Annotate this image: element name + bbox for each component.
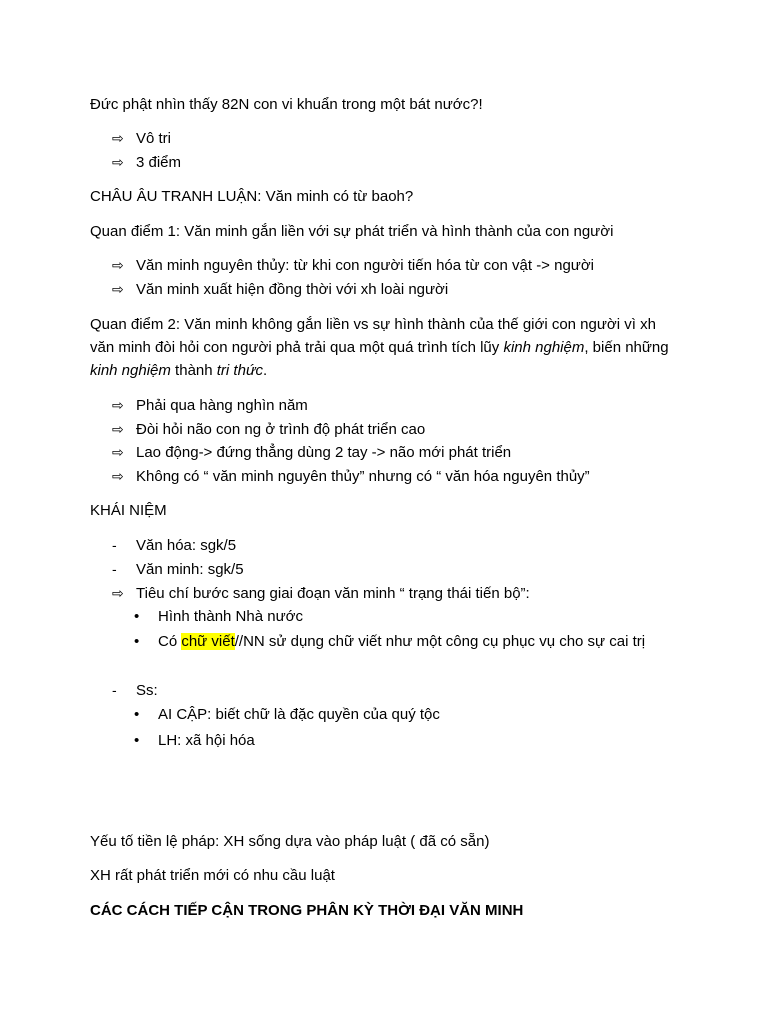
sub-list-item: • Có chữ viết//NN sử dụng chữ viết như một công cụ phục vụ cho sự cai trị	[134, 630, 674, 653]
list-item: ⇨ Lao động-> đứng thẳng dùng 2 tay -> não mới phát triển	[112, 441, 672, 464]
section-heading: CÁC CÁCH TIẾP CẬN TRONG PHÂN KỲ THỜI ĐẠI VĂN MINH	[90, 902, 524, 919]
arrow-icon: ⇨	[112, 444, 124, 460]
list-item: - Văn hóa: sgk/5	[112, 534, 672, 557]
sub-list-item: • AI CẬP: biết chữ là đặc quyền của quý tộc	[134, 703, 674, 726]
paragraph-buddha: Đức phật nhìn thấy 82N con vi khuẩn trong một bát nước?!	[90, 96, 483, 113]
paragraph-europe-debate: CHÂU ÂU TRANH LUẬN: Văn minh có từ baoh?	[90, 188, 414, 205]
dash-marker: -	[112, 537, 117, 553]
bullet-dot: •	[134, 732, 140, 749]
dash-marker: -	[112, 561, 117, 577]
highlighted-text: chữ viết	[181, 633, 235, 650]
list-item: ⇨ Văn minh nguyên thủy: từ khi con người tiến hóa từ con vật -> người	[112, 254, 672, 277]
dash-marker: -	[112, 682, 117, 698]
list-item: ⇨ Tiêu chí bước sang giai đoạn văn minh “ trạng thái tiến bộ”:	[112, 582, 672, 605]
paragraph-viewpoint-2: Quan điểm 2: Văn minh không gắn liền vs sự hình thành của thế giới con người vì xh văn minh đòi hỏi con người phả trải qua một quá trình tích lũy kinh nghiệm, biến những kinh nghiệm thành tri thức.	[90, 316, 669, 379]
arrow-icon: ⇨	[112, 257, 124, 273]
heading-concepts: KHÁI NIỆM	[90, 502, 167, 519]
bullet-dot: •	[134, 608, 140, 625]
arrow-icon: ⇨	[112, 281, 124, 297]
list-item: ⇨ Phải qua hàng nghìn năm	[112, 394, 672, 417]
paragraph-precedent-law: Yếu tố tiền lệ pháp: XH sống dựa vào pháp luật ( đã có sẵn)	[90, 833, 490, 850]
list-item: ⇨ 3 điểm	[112, 151, 672, 174]
bullet-dot: •	[134, 706, 140, 723]
arrow-icon: ⇨	[112, 154, 124, 170]
list-item: ⇨ Đòi hỏi não con ng ở trình độ phát triển cao	[112, 418, 672, 441]
list-item: ⇨ Văn minh xuất hiện đồng thời với xh loài người	[112, 278, 672, 301]
arrow-icon: ⇨	[112, 421, 124, 437]
paragraph-viewpoint-1: Quan điểm 1: Văn minh gắn liền với sự phát triển và hình thành của con người	[90, 223, 614, 240]
sub-list-item: • LH: xã hội hóa	[134, 729, 674, 752]
list-item: ⇨ Không có “ văn minh nguyên thủy” nhưng có “ văn hóa nguyên thủy”	[112, 465, 672, 488]
list-item: ⇨ Vô tri	[112, 127, 672, 150]
bullet-dot: •	[134, 633, 140, 650]
arrow-icon: ⇨	[112, 397, 124, 413]
list-item: - Văn minh: sgk/5	[112, 558, 672, 581]
list-item: - Ss:	[112, 679, 672, 702]
arrow-icon: ⇨	[112, 585, 124, 601]
arrow-icon: ⇨	[112, 468, 124, 484]
sub-list-item: • Hình thành Nhà nước	[134, 605, 674, 628]
paragraph-law-need: XH rất phát triển mới có nhu cầu luật	[90, 867, 335, 884]
arrow-icon: ⇨	[112, 130, 124, 146]
